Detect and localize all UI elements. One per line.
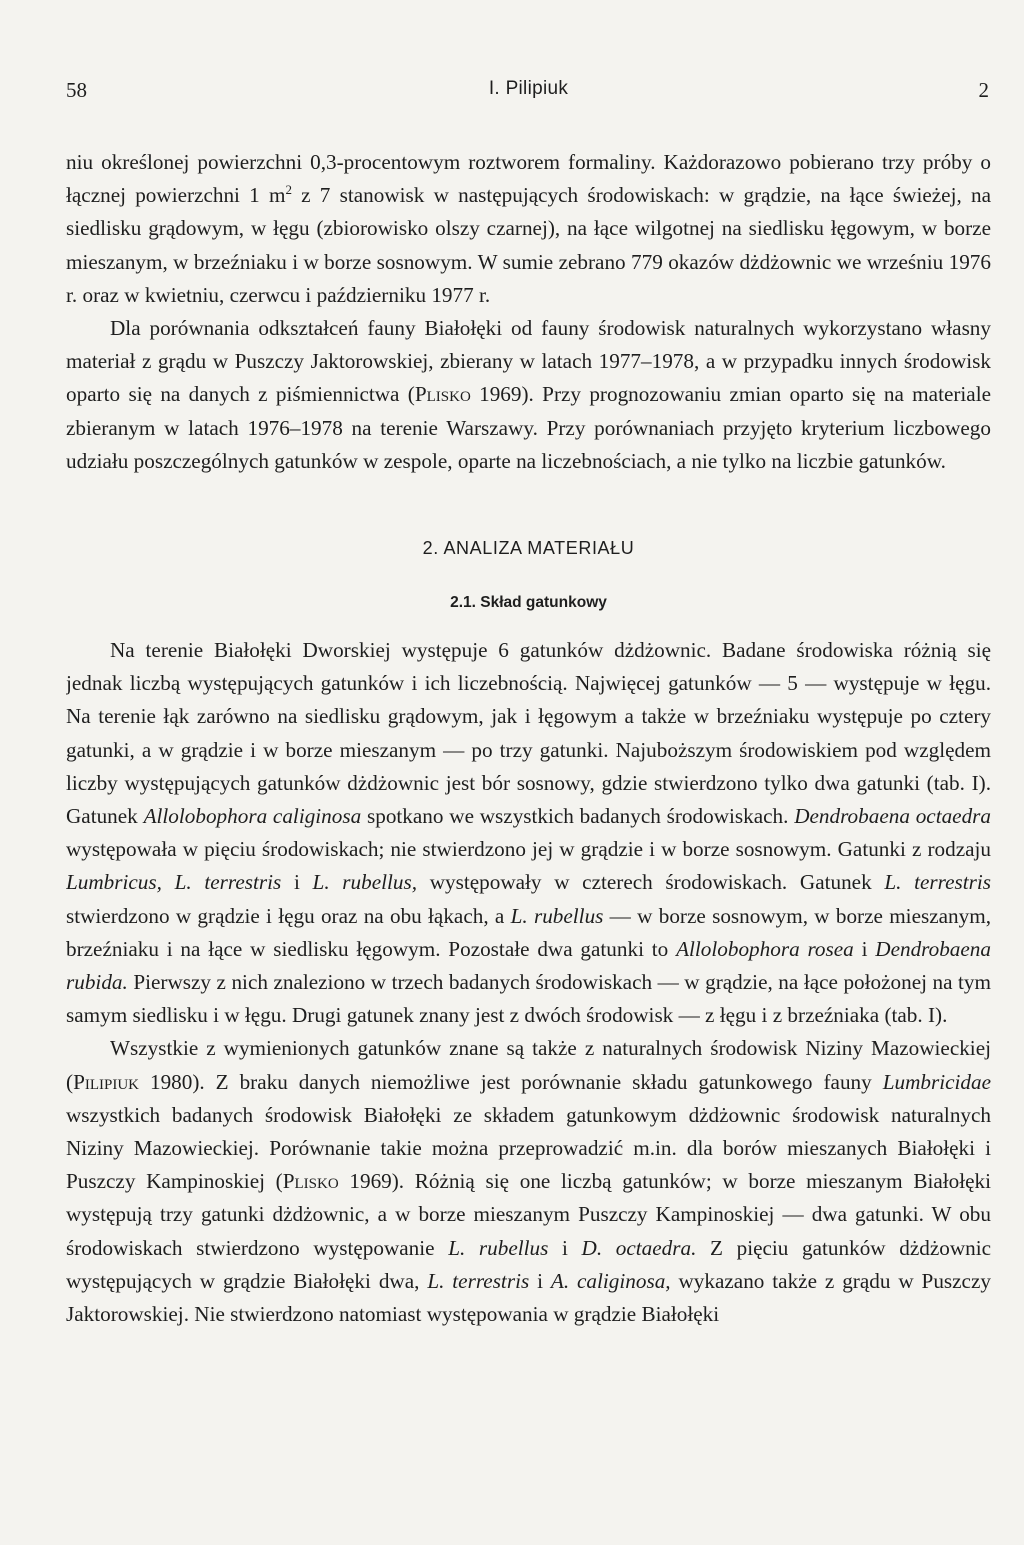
text-run: 1969). Przy prognozowaniu zmian oparto się na materiale zbieranym w latach 1976–1978 na terenie Warszawy. Przy porównaniach przyjęto kryterium liczbowego udziału poszczególnych gatunków w zespole, oparte na liczebnościach, a nie tylko na liczbie gatunków. — [66, 382, 991, 473]
paragraph-3 — [66, 634, 991, 1032]
superscript: 2 — [285, 182, 292, 198]
text-run: niu określonej powierzchni 0,3-procentowym roztworem formaliny. Każdorazowo pobierano trzy próby o łącznej powierzchni 1 m — [66, 150, 991, 208]
text-run: z 7 stanowisk w następujących środowiskach: w grądzie, na łące świeżej, na siedlisku grądowym, w łęgu (zbiorowisko olszy czarnej), na łące wilgotnej na siedlisku łęgowym, w borze mieszanym, w brzeźniaku i w borze sosnowym. W sumie zebrano 779 okazów dżdżownic we wrześniu 1976 r. oraz w kwietniu, czerwcu i październiku 1977 r. — [66, 183, 991, 307]
text-run: Dla porównania odkształceń fauny Białołęki od fauny środowisk naturalnych wykorzystano własny materiał z grądu w Puszczy Jaktorowskiej, zbierany w latach 1977–1978, a w przypadku innych środowisk oparto się na danych z piśmiennictwa ( — [66, 316, 991, 407]
text-run: występowały w czterech środowiskach. Gatunek — [417, 870, 885, 895]
paragraph-4 — [66, 1032, 991, 1331]
species-name: Allolobophora rosea — [676, 936, 854, 961]
running-head — [66, 78, 991, 112]
species-name: L. terrestris — [427, 1268, 530, 1293]
text-run: stwierdzono w grądzie i łęgu oraz na obu łąkach, a — [66, 903, 511, 928]
text-run: Z pięciu gatunków dżdżownic występujących w grądzie Białołęki dwa, — [66, 1235, 991, 1293]
text-run: i — [548, 1235, 582, 1260]
page-number-left: 58 — [66, 78, 87, 102]
citation-author: Pilipiuk — [73, 1069, 140, 1094]
species-name: D. octaedra. — [581, 1235, 697, 1260]
citation-author: Plisko — [282, 1169, 339, 1194]
citation-author: Plisko — [414, 382, 471, 407]
text-run: Wszystkie z wymienionych gatunków znane są także z naturalnych środowisk Niziny Mazowieckiej ( — [66, 1036, 991, 1094]
text-run: wszystkich badanych środowisk Białołęki ze składem gatunkowym dżdżownic środowisk naturalnych Niziny Mazowieckiej. Porównanie takie można przeprowadzić m.in. dla borów mieszanych Białołęki i Puszczy Kampinoskiej ( — [66, 1102, 991, 1194]
text-run: 1969). Różnią się one liczbą gatunków; w borze mieszanym Białołęki występują trzy gatunki dżdżownic, a w borze mieszanym Puszczy Kampinoskiej — dwa gatunki. W obu środowiskach stwierdzono występowanie — [66, 1169, 991, 1260]
text-run: wykazano także z grądu w Puszczy Jaktorowskiej. Nie stwierdzono natomiast występowania w grądzie Białołęki — [66, 1268, 991, 1327]
running-head-author: I. Pilipiuk — [488, 78, 569, 99]
text-run: i — [853, 936, 876, 961]
text-run: — w borze sosnowym, w borze mieszanym, brzeźniaku i na łące w siedlisku łęgowym. Pozostałe dwa gatunki to — [66, 903, 991, 961]
page-number-right: 2 — [978, 78, 989, 102]
text-run: 1980). Z braku danych niemożliwe jest porównanie składu gatunkowego fauny — [139, 1069, 883, 1094]
paragraph-1 — [66, 146, 991, 312]
species-name: Lumbricus, L. terrestris — [66, 870, 282, 895]
page — [66, 78, 991, 1518]
text-run: Pierwszy z nich znaleziono w trzech badanych środowiskach — w grądzie, na łące położonej na tym samym siedlisku i w łęgu. Drugi gatunek znany jest z dwóch środowisk — z łęgu i z brzeźniaka (tab. I). — [66, 970, 991, 1028]
species-name: L. terrestris — [884, 870, 991, 895]
species-name: L. rubellus — [448, 1235, 549, 1260]
text-run: i — [529, 1268, 551, 1293]
species-name: L. rubellus, — [312, 870, 418, 895]
text-run: i — [281, 870, 313, 895]
species-name: L. rubellus — [510, 903, 604, 928]
species-name: Dendrobaena rubida. — [66, 936, 991, 995]
text-run: występowała w pięciu środowiskach; nie stwierdzono jej w grądzie i w borze sosnowym. Gatunki z rodzaju — [66, 837, 991, 862]
text-run: Na terenie Białołęki Dworskiej występuje 6 gatunków dżdżownic. Badane środowiska różnią się jednak liczbą występujących gatunków i ich liczebnością. Najwięcej gatunków — 5 — występuje w łęgu. Na terenie łąk zarówno na siedlisku grądowym, jak i łęgowym a także w brzeźniaku występuje po cztery gatunki, a w grądzie i w borze mieszanym — po trzy gatunki. Najuboższym środowiskiem pod względem liczby występujących gatunków dżdżownic jest bór sosnowy, gdzie stwierdzono tylko dwa gatunki (tab. I). Gatunek — [66, 638, 991, 829]
body-text — [66, 146, 991, 1331]
subsection-title: 2.1. Skład gatunkowy — [450, 594, 607, 612]
species-name: A. caliginosa, — [550, 1268, 671, 1293]
taxon-name: Lumbricidae — [882, 1069, 991, 1094]
section-title: 2. ANALIZA MATERIAŁU — [422, 538, 635, 559]
species-name: Dendrobaena octaedra — [794, 804, 991, 829]
text-run: spotkano we wszystkich badanych środowiskach. — [361, 804, 795, 829]
paragraph-2 — [66, 312, 991, 478]
species-name: Allolobophora caliginosa — [143, 804, 362, 829]
